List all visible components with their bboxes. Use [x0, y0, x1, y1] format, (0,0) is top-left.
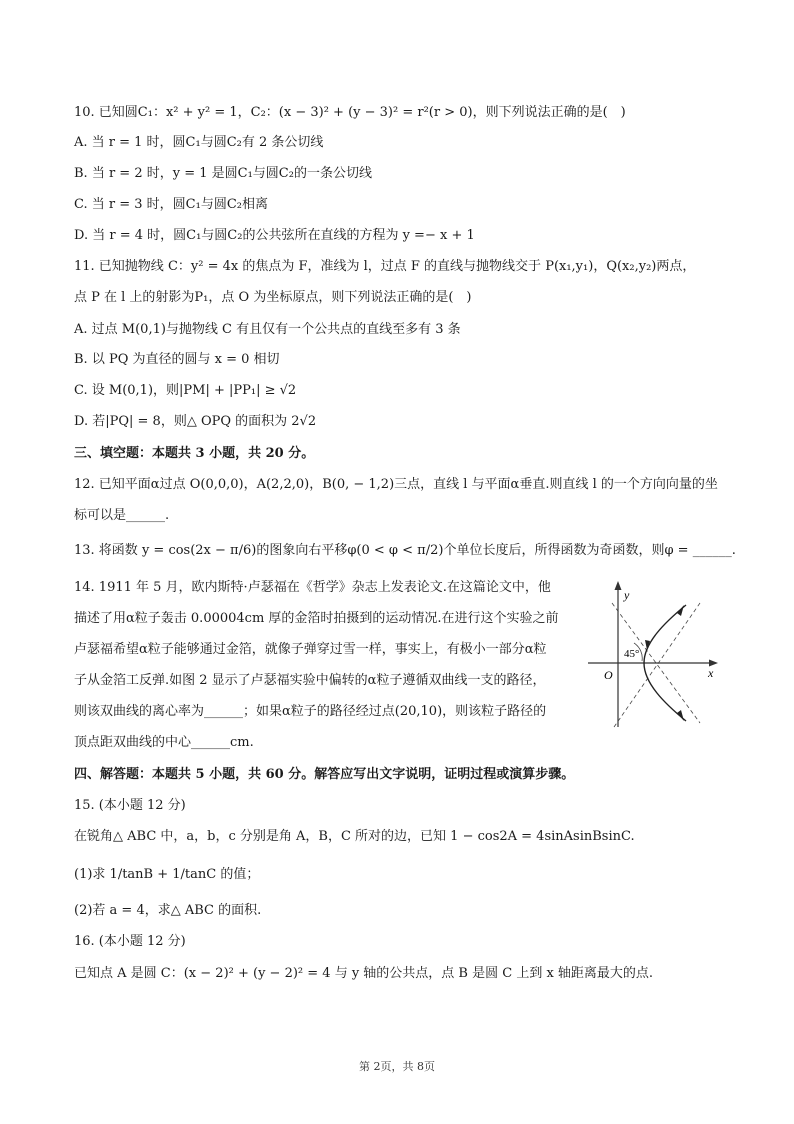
q12-line-1: 12. 已知平面α过点 O(0,0,0)，A(2,2,0)，B(0, − 1,2)三点，直线 l 与平面α垂直.则直线 l 的一个方向向量的坐 [74, 477, 718, 492]
q11-option-c: C. 设 M(0,1)，则|PM| + |PP₁| ≥ √2 [74, 383, 297, 398]
q10-option-c: C. 当 r = 3 时，圆C₁与圆C₂相离 [74, 197, 268, 212]
q14-line-4: 子从金箔工反弹.如图 2 显示了卢瑟福实验中偏转的α粒子遵循双曲线一支的路径， [74, 673, 546, 688]
q12-line-2: 标可以是______. [74, 508, 170, 523]
q10-option-b: B. 当 r = 2 时，y = 1 是圆C₁与圆C₂的一条公切线 [74, 166, 372, 181]
q14-line-6: 顶点距双曲线的中心______cm. [74, 735, 254, 750]
q10-option-d: D. 当 r = 4 时，圆C₁与圆C₂的公共弦所在直线的方程为 y =− x + 1 [74, 228, 475, 243]
y-axis-label: y [624, 588, 630, 602]
hyperbola-figure [584, 577, 724, 737]
q14-line-2: 描述了用α粒子轰击 0.00004cm 厚的金箔时拍摄到的运动情况.在进行这个实验之前 [74, 611, 559, 626]
q11-stem-line-2: 点 P 在 l 上的射影为P₁，点 O 为坐标原点，则下列说法正确的是( ) [74, 290, 472, 305]
q11-stem-line-1: 11. 已知抛物线 C：y² = 4x 的焦点为 F，准线为 l，过点 F 的直线与抛物线交于 P(x₁,y₁)，Q(x₂,y₂)两点， [74, 259, 696, 274]
path-arrow-upper [677, 605, 684, 616]
q10-option-a: A. 当 r = 1 时，圆C₁与圆C₂有 2 条公切线 [74, 135, 324, 150]
q15-stem: 在锐角△ ABC 中，a，b，c 分别是角 A，B，C 所对的边，已知 1 − cos2A = 4sinAsinBsinC. [74, 829, 635, 844]
x-axis-label: x [708, 666, 714, 680]
asymptote-lower [614, 603, 700, 727]
q15-header: 15. (本小题 12 分) [74, 798, 186, 813]
q16-header: 16. (本小题 12 分) [74, 934, 186, 949]
q15-part-2: (2)若 a = 4，求△ ABC 的面积. [74, 903, 262, 918]
q13-text: 13. 将函数 y = cos(2x − π/6)的图象向右平移φ(0 < φ < π/2)个单位长度后，所得函数为奇函数，则φ = ______. [74, 543, 736, 558]
q10-stem: 10. 已知圆C₁：x² + y² = 1，C₂：(x − 3)² + (y − 3)² = r²(r > 0)，则下列说法正确的是( ) [74, 105, 626, 120]
q16-stem: 已知点 A 是圆 C：(x − 2)² + (y − 2)² = 4 与 y 轴的公共点，点 B 是圆 C 上到 x 轴距离最大的点. [74, 966, 654, 981]
q11-option-a: A. 过点 M(0,1)与抛物线 C 有且仅有一个公共点的直线至多有 3 条 [74, 322, 461, 337]
q14-line-3: 卢瑟福希望α粒子能够通过金箔，就像子弹穿过雪一样，事实上，有极小一部分α粒 [74, 642, 547, 657]
q11-option-d: D. 若|PQ| = 8，则△ OPQ 的面积为 2√2 [74, 414, 317, 429]
origin-label: O [604, 668, 613, 682]
q11-option-b: B. 以 PQ 为直径的圆与 x = 0 相切 [74, 352, 280, 367]
path-arrow-lower [677, 710, 684, 721]
q15-part-1: (1)求 1/tanB + 1/tanC 的值； [74, 867, 260, 882]
angle-label: 45° [624, 648, 640, 660]
section-4-heading: 四、解答题：本题共 5 小题，共 60 分。解答应写出文字说明，证明过程或演算步骤。 [74, 767, 575, 782]
y-axis-arrow [615, 581, 622, 590]
page-footer: 第 2页，共 8页 [359, 1060, 435, 1073]
q14-line-5: 则该双曲线的离心率为______；如果α粒子的路径经过点(20,10)，则该粒子路径的 [74, 704, 547, 719]
q14-line-1: 14. 1911 年 5 月，欧内斯特·卢瑟福在《哲学》杂志上发表论文.在这篇论文中，他 [74, 580, 551, 595]
section-3-heading: 三、填空题：本题共 3 小题，共 20 分。 [74, 446, 315, 461]
